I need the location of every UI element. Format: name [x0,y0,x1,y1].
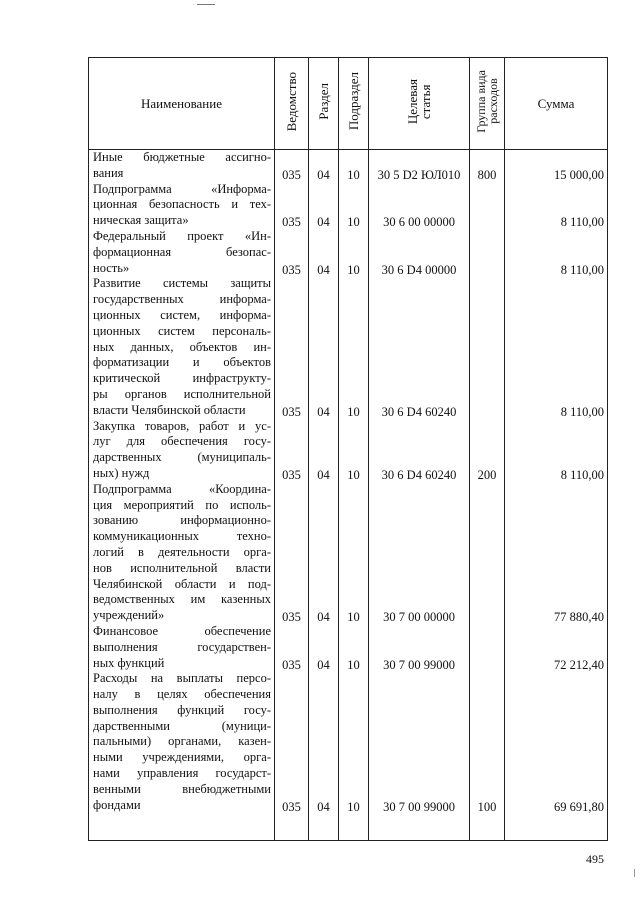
row-vedomstvo-value: 035 [282,404,301,419]
row-razdel-value: 04 [317,657,330,672]
row-vedomstvo-value: 035 [282,215,301,230]
budget-table-container [88,57,607,847]
row-target-value: 30 7 00 99000 [383,799,455,814]
row-sum-value: 8 110,00 [560,404,604,419]
row-podrazdel-value: 10 [347,404,360,419]
row-vedomstvo-value: 035 [282,610,301,625]
header-sum: Сумма [505,58,608,150]
row-name-line: выполнения функций госу- [93,702,271,717]
row-name-line: пальными) органами, казен- [93,734,271,749]
row-name [93,182,271,229]
row-sum-value: 8 110,00 [560,262,604,277]
table-body-row [89,150,608,841]
row-target-value: 30 6 D4 60240 [381,468,457,482]
row-podrazdel-value: 10 [347,657,360,672]
row-vedomstvo-value: 035 [282,468,301,482]
row-name-line: коммуникационных техно- [93,529,271,544]
row-name-line: Подпрограмма «Координа- [93,481,271,496]
header-target: Целевая статья [369,58,470,150]
row-vedomstvo-value: 035 [282,167,301,182]
header-name: Наименование [89,58,275,150]
row-target-value: 30 5 D2 ЮЛ010 [377,167,461,182]
row-name-line: налу в целях обеспечения [93,687,271,702]
row-group-value: 200 [477,468,497,482]
row-razdel-value: 04 [317,799,330,814]
row-name-line: критической инфраструкту- [93,371,271,386]
row-razdel-value: 04 [317,167,330,182]
row-group-value: 100 [477,799,497,814]
group-column [470,150,505,841]
row-name [93,276,271,418]
row-name-line: луг для обеспечения госу- [93,434,271,449]
row-sum-value: 72 212,40 [554,657,604,672]
vedomstvo-column [275,150,309,841]
razdel-column [309,150,339,841]
row-sum-value: 15 000,00 [554,167,604,182]
row-vedomstvo-value: 035 [282,799,301,814]
row-name [93,419,271,482]
row-name-line: Подпрограмма «Информа- [93,181,271,196]
row-razdel-value: 04 [317,262,330,277]
row-name-line: Федеральный проект «Ин- [93,228,271,243]
row-sum-value: 69 691,80 [554,799,604,814]
row-name-line: логий в деятельности орга- [93,544,271,559]
row-name-line: ция мероприятий по исполь- [93,497,271,512]
row-name-line: ническая защита» [93,213,189,228]
header-group: Группа вида расходов [470,58,505,150]
target-column [369,150,470,841]
name-column [89,150,275,841]
row-name [93,671,271,813]
row-name-line: государственных информа- [93,292,271,307]
row-name-line: Иные бюджетные ассигно- [93,150,271,164]
row-sum-value: 77 880,40 [554,610,604,625]
row-podrazdel-value: 10 [347,167,360,182]
header-razdel: Раздел [309,58,339,150]
page-number: 495 [586,852,604,866]
row-name-line: дарственными (муници- [93,718,271,733]
row-name-line: ными учреждениями, орга- [93,750,271,765]
row-name-line: Финансовое обеспечение [93,623,271,638]
row-vedomstvo-value: 035 [282,657,301,672]
row-group-value: 800 [477,167,497,182]
row-target-value: 30 6 00 00000 [383,215,455,230]
row-name-line: Челябинской области и под- [93,576,271,591]
table-header-row [89,58,608,150]
row-name [93,229,271,276]
row-name-line: учреждений» [93,608,165,623]
row-target-value: 30 6 D4 00000 [381,262,457,277]
row-podrazdel-value: 10 [347,799,360,814]
row-target-value: 30 7 00 00000 [383,610,455,625]
row-sum-value: 8 110,00 [560,468,604,482]
sum-column [505,150,608,841]
row-name-line: ры органов исполнительной [93,386,271,401]
row-razdel-value: 04 [317,404,330,419]
scan-mark-top [197,4,215,5]
row-podrazdel-value: 10 [347,262,360,277]
row-name-line: форматизации и объектов [93,355,271,370]
row-target-value: 30 6 D4 60240 [381,404,457,419]
row-name-line: нами управления государст- [93,766,271,781]
row-name-line: формационная безопас- [93,244,271,259]
row-name-line: ведомственных им казенных [93,592,271,607]
row-name-line: выполнения государствен- [93,639,271,654]
row-name [93,482,271,624]
row-podrazdel-value: 10 [347,610,360,625]
row-name [93,624,271,671]
row-name-line: ционная безопасность и тех- [93,197,271,212]
row-vedomstvo-value: 035 [282,262,301,277]
row-name [93,150,271,182]
row-name-line: ционных систем персональ- [93,323,271,338]
row-name-line: нов исполнительной власти [93,560,271,575]
row-name-line: ционных систем, информа- [93,307,271,322]
budget-table [88,57,608,841]
row-name-line: Расходы на выплаты персо- [93,671,271,686]
row-name-line: ных функций [93,655,165,670]
row-name-line: ность» [93,260,130,275]
row-name-line: власти Челябинской области [93,402,246,417]
row-name-line: дарственных (муниципаль- [93,450,271,465]
row-podrazdel-value: 10 [347,215,360,230]
row-target-value: 30 7 00 99000 [383,657,455,672]
row-name-line: зованию информационно- [93,513,271,528]
row-name-line: ных данных, объектов ин- [93,339,271,354]
header-podrazdel: Подраздел [339,58,369,150]
row-razdel-value: 04 [317,468,330,482]
row-name-line: венными внебюджетными [93,781,271,796]
row-name-line: вания [93,165,124,180]
row-razdel-value: 04 [317,215,330,230]
row-podrazdel-value: 10 [347,468,360,482]
row-name-line: Закупка товаров, работ и ус- [93,418,271,433]
header-vedomstvo: Ведомство [275,58,309,150]
row-name-line: Развитие системы защиты [93,276,271,291]
row-name-line: фондами [93,797,141,812]
row-sum-value: 8 110,00 [560,215,604,230]
row-name-line: ных) нужд [93,465,150,480]
row-razdel-value: 04 [317,610,330,625]
scan-mark-right [634,869,635,877]
podrazdel-column [339,150,369,841]
